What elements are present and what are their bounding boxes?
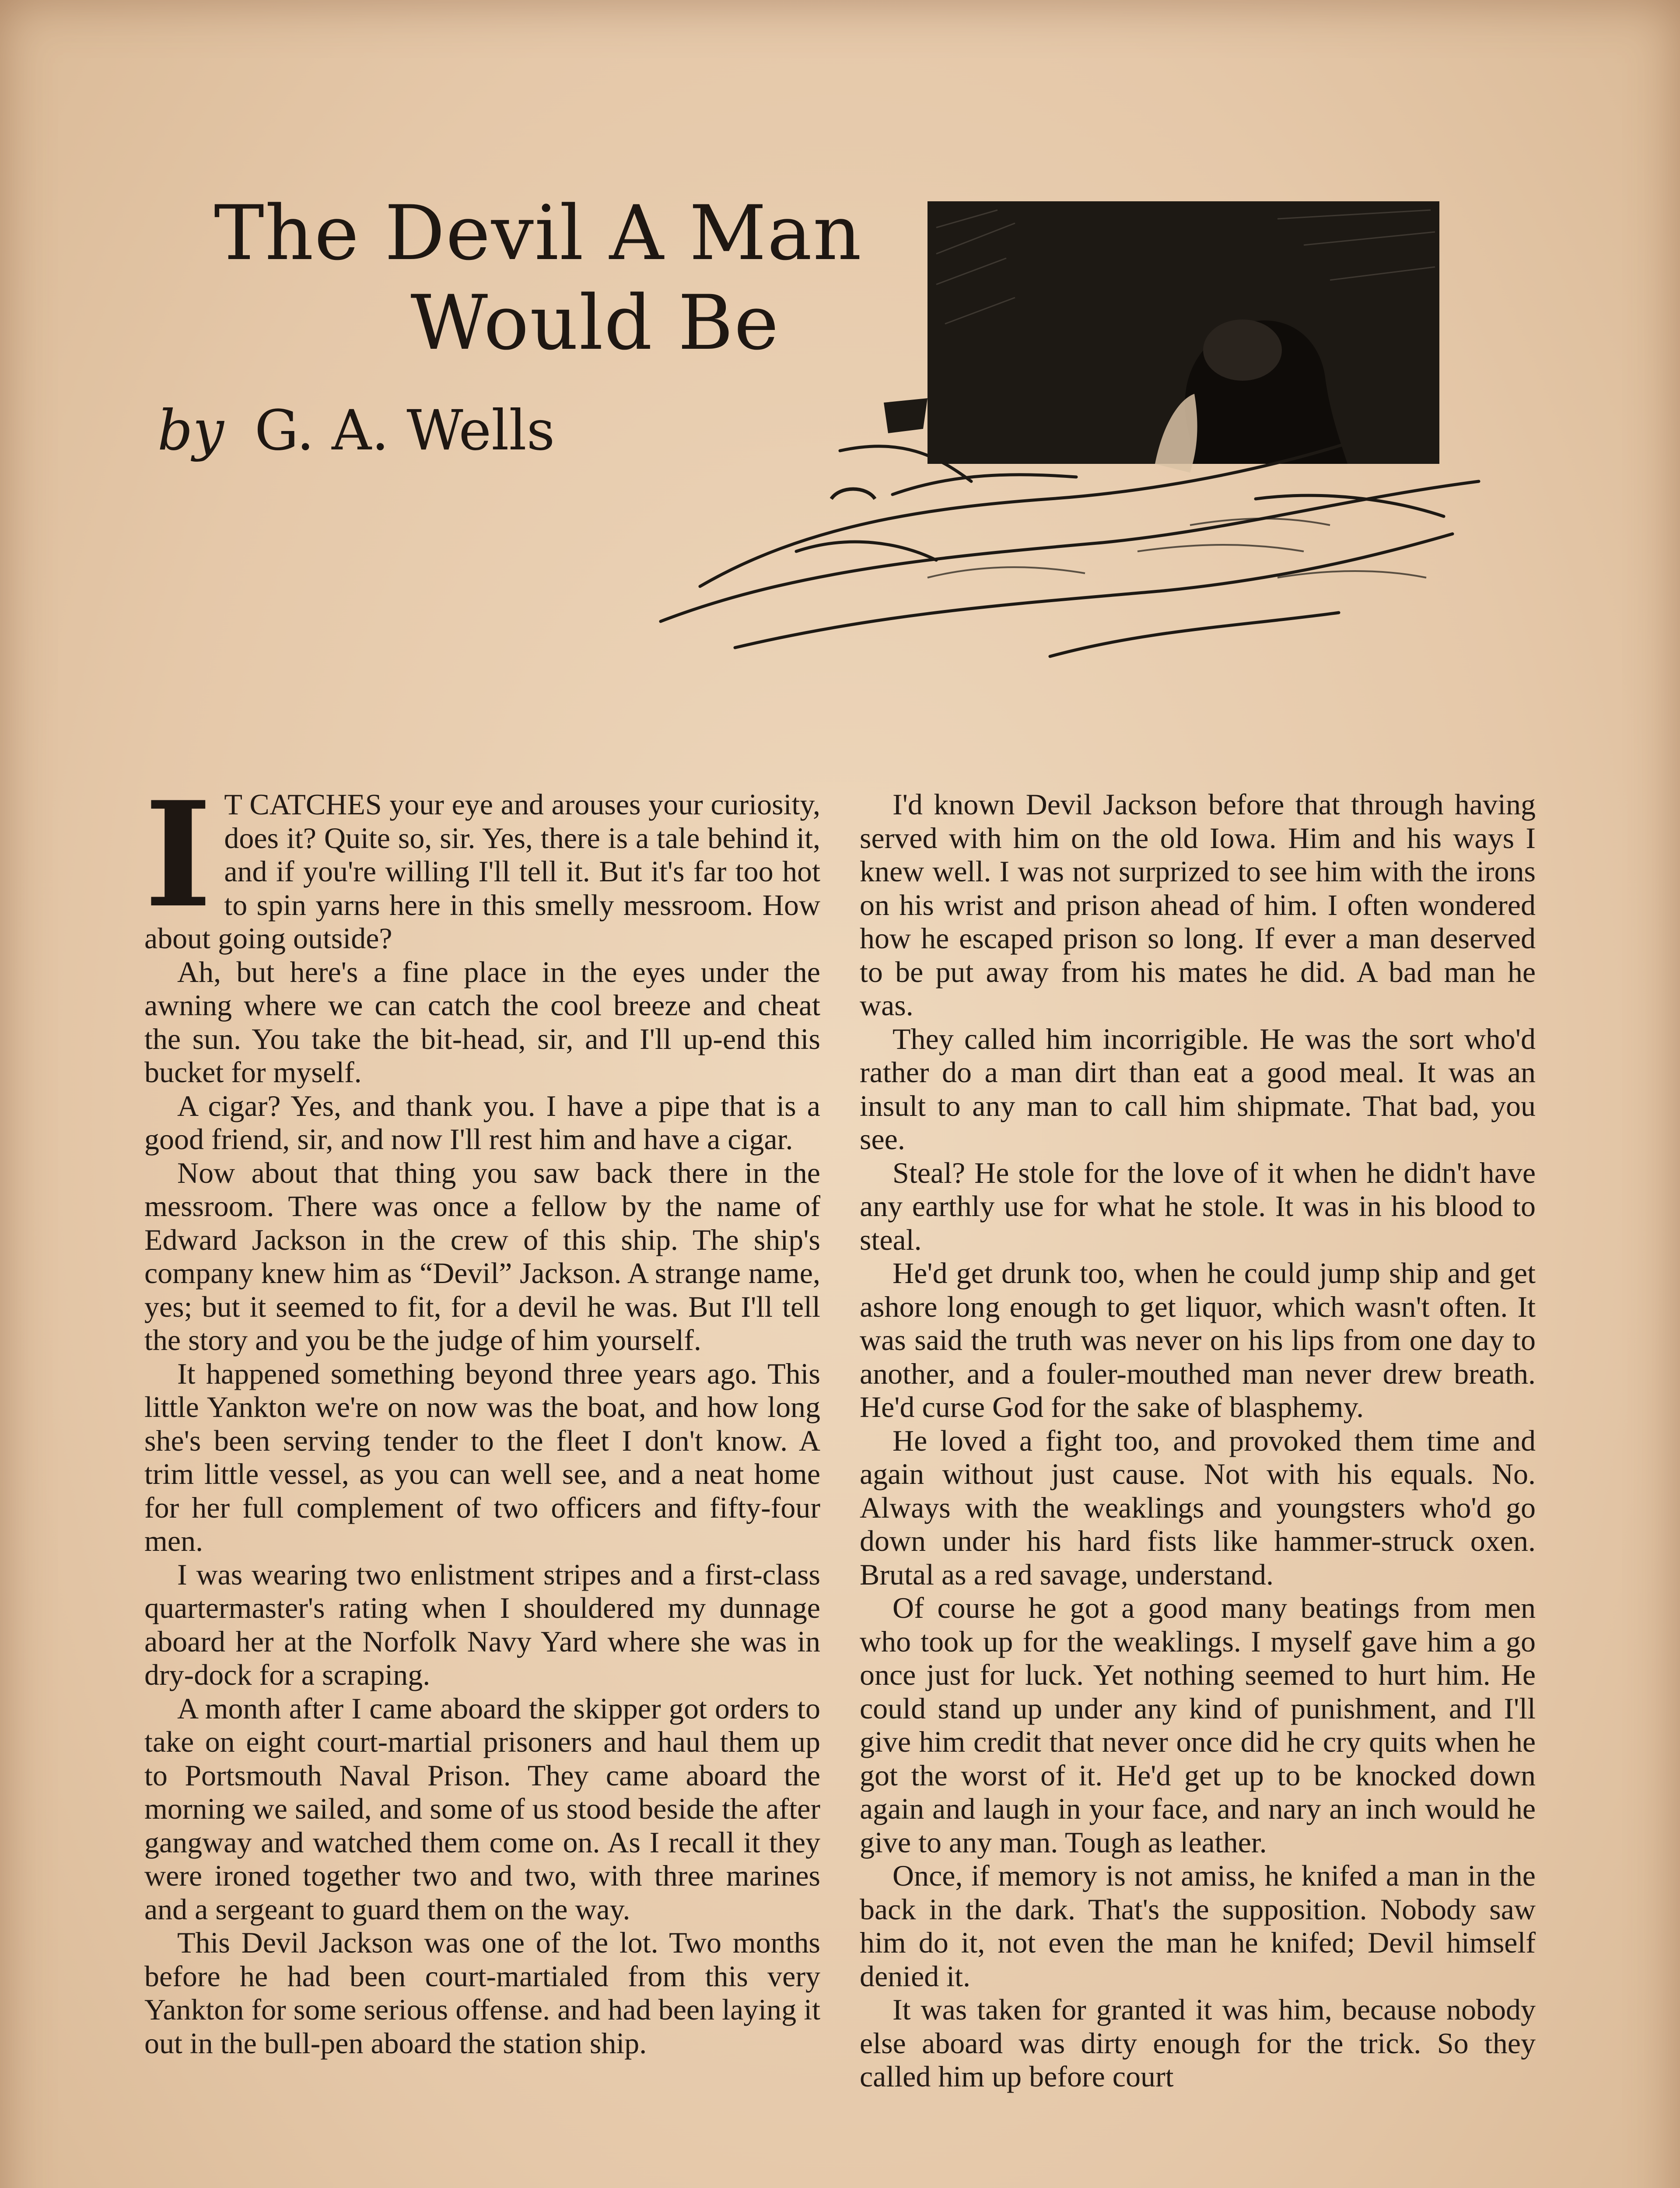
- byline: [158, 398, 555, 463]
- paragraph: He'd get drunk too, when he could jump ship and get ashore long enough to get liquor, which wasn't often. It was said the truth was never on his lips from one day to another, and a fouler-mouthed man never drew breath. He'd curse God for the sake of blasphemy.: [860, 1256, 1536, 1424]
- paragraph: Of course he got a good many beatings from men who took up for the weaklings. I myself gave him a go once just for luck. Yet nothing seemed to hurt him. He could stand up under any kind of punishment, and I'll give him credit that never once did he cry quits when he got the worst of it. He'd get up to be knocked down again and laugh in your face, and nary an inch would he give to any man. Tough as leather.: [860, 1591, 1536, 1859]
- wave-hatching: [928, 519, 1426, 578]
- byline-prefix: by: [158, 398, 224, 463]
- title-line-1: The Devil A Man: [214, 189, 862, 277]
- paragraph: It was taken for granted it was him, because nobody else aboard was dirty enough for the trick. So they called him up before court: [860, 1993, 1536, 2093]
- paragraph: He loved a fight too, and provoked them time and again without just cause. Not with his equals. No. Always with the weaklings and youngsters who'd go down under his hard fists like hammer-struck oxen. Brutal as a red savage, understand.: [860, 1424, 1536, 1591]
- paragraph: I'd known Devil Jackson before that through having served with him on the old Iowa. Him and his ways I knew well. I was not surprized to see him with the irons on his wrist and prison ahead of him. I often wondered how he escaped prison so long. If ever a man deserved to be put away from his mates he did. A bad man he was.: [860, 788, 1536, 1022]
- paragraph: A month after I came aboard the skipper got orders to take on eight court-martial prisoners and haul them up to Portsmouth Naval Prison. They came aboard the morning we sailed, and some of us stood beside the after gangway and watched them come on. As I recall it they were ironed together two and two, with three marines and a sergeant to guard them on the way.: [144, 1691, 820, 1926]
- floating-crate: [884, 398, 928, 433]
- text-column-left: [144, 770, 820, 2060]
- paragraph: A cigar? Yes, and thank you. I have a pipe that is a good friend, sir, and now I'll rest him and have a cigar.: [144, 1089, 820, 1156]
- paragraph: Ah, but here's a fine place in the eyes under the awning where we can catch the cool breeze and cheat the sun. You take the bit-head, sir, and I'll up-end this bucket for myself.: [144, 955, 820, 1089]
- swimmer-head: [831, 489, 875, 499]
- author-name: G. A. Wells: [254, 398, 555, 463]
- paragraph: I T CATCHES your eye and arouses your curiosity, does it? Quite so, sir. Yes, there is a tale behind it, and if you're willing I'll tell it. But it's far too hot to spin yarns here in this smelly messroom. How about going outside?: [144, 770, 820, 955]
- paragraph: Now about that thing you saw back there in the messroom. There was once a fellow by the name of Edward Jackson in the crew of this ship. The ship's company knew him as “Devil” Jackson. A strange name, yes; but it seemed to fit, for a devil he was. But I'll tell the story and you be the judge of him yourself.: [144, 1156, 820, 1357]
- paragraph: This Devil Jackson was one of the lot. Two months before he had been court-martialed from this very Yankton for some serious offense. and had been laying it out in the bull-pen aboard the station ship.: [144, 1926, 820, 2060]
- title-line-2: Would Be: [410, 279, 780, 367]
- text-column-right: [860, 788, 1536, 2093]
- paragraph: I was wearing two enlistment stripes and a first-class quartermaster's rating when I shouldered my dunnage aboard her at the Norfolk Navy Yard where she was in dry-dock for a scraping.: [144, 1557, 820, 1691]
- ink-illustration: [621, 193, 1522, 674]
- figure-head: [1203, 319, 1282, 381]
- paragraph: Steal? He stole for the love of it when he didn't have any earthly use for what he stole. It was in his blood to steal.: [860, 1156, 1536, 1256]
- paragraph: They called him incorrigible. He was the sort who'd rather do a man dirt than eat a good meal. It was an insult to any man to call him shipmate. That bad, you see.: [860, 1022, 1536, 1156]
- paragraph: Once, if memory is not amiss, he knifed a man in the back in the dark. That's the supposition. Nobody saw him do it, not even the man he knifed; Devil himself denied it.: [860, 1859, 1536, 1993]
- drop-cap: I: [144, 770, 212, 940]
- paragraph: It happened something beyond three years ago. This little Yankton we're on now was the boat, and how long she's been serving tender to the fleet I don't know. A trim little vessel, as you can well see, and a neat home for her full complement of two officers and fifty-four men.: [144, 1357, 820, 1557]
- wave-lines: [661, 438, 1479, 656]
